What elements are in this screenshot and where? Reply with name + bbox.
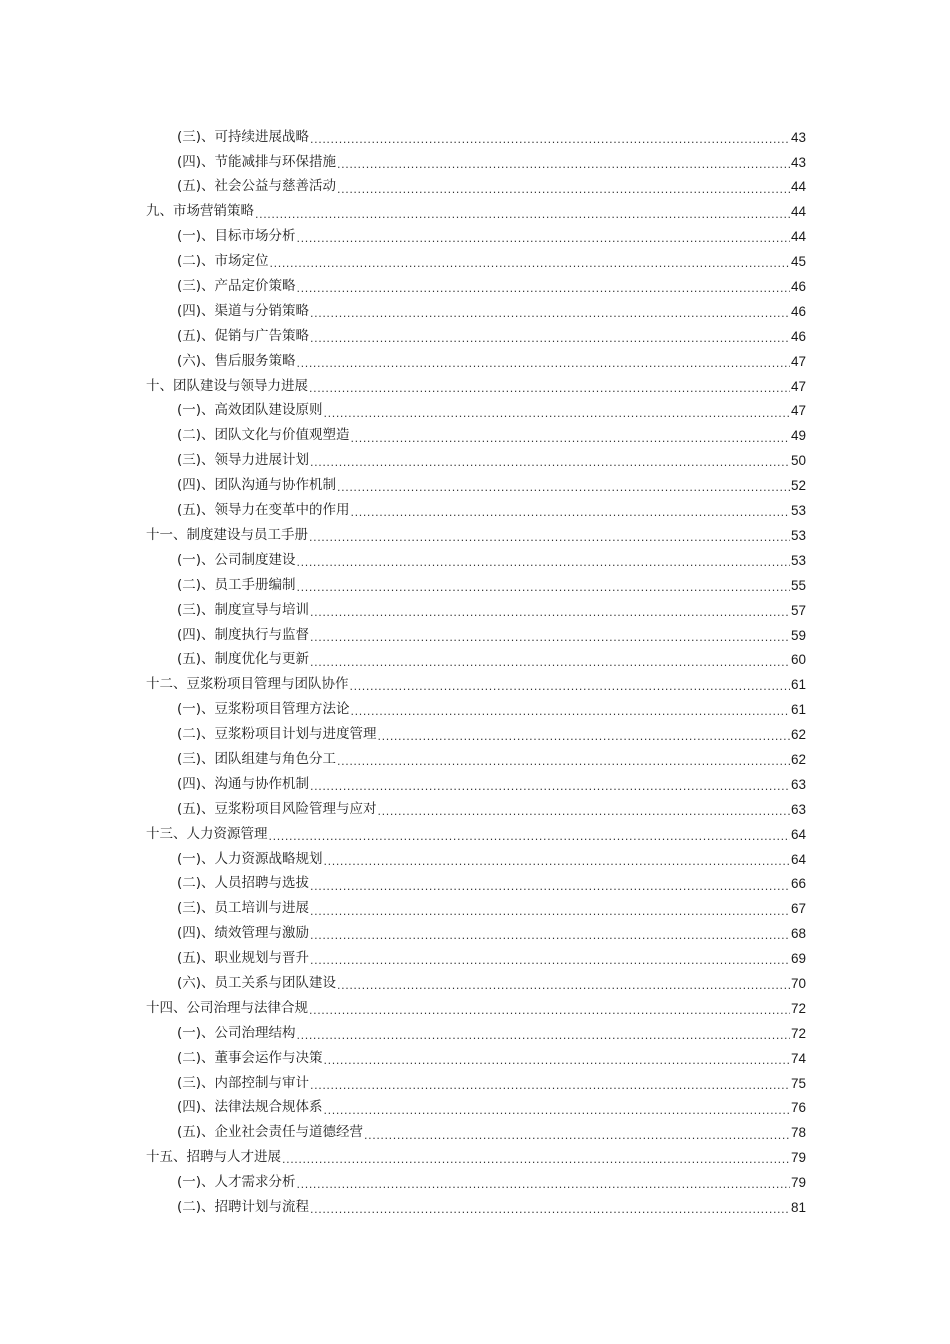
toc-dot-leader bbox=[310, 955, 790, 971]
toc-section-entry[interactable] bbox=[146, 424, 806, 449]
toc-dot-leader bbox=[310, 906, 790, 922]
toc-dot-leader bbox=[297, 233, 790, 249]
toc-chapter-entry[interactable] bbox=[146, 996, 806, 1021]
toc-entry-title: (二)、市场定位 bbox=[177, 253, 269, 270]
toc-page-number: 47 bbox=[790, 403, 806, 419]
toc-page-number: 44 bbox=[790, 179, 806, 195]
toc-section-entry[interactable] bbox=[146, 225, 806, 250]
toc-page-number: 53 bbox=[790, 503, 806, 519]
toc-page-number: 79 bbox=[790, 1175, 806, 1191]
toc-dot-leader bbox=[337, 482, 790, 498]
toc-dot-leader bbox=[310, 607, 790, 623]
toc-section-entry[interactable] bbox=[146, 349, 806, 374]
toc-page-number: 75 bbox=[790, 1075, 806, 1091]
toc-entry-title: (一)、人力资源战略规划 bbox=[177, 850, 323, 867]
toc-dot-leader bbox=[297, 283, 790, 299]
toc-dot-leader bbox=[282, 1154, 790, 1170]
toc-section-entry[interactable] bbox=[146, 922, 806, 947]
toc-entry-title: (四)、渠道与分销策略 bbox=[177, 302, 310, 319]
toc-section-entry[interactable] bbox=[146, 1170, 806, 1195]
toc-dot-leader bbox=[310, 632, 790, 648]
toc-chapter-entry[interactable] bbox=[146, 523, 806, 548]
toc-section-entry[interactable] bbox=[146, 274, 806, 299]
toc-section-entry[interactable] bbox=[146, 498, 806, 523]
toc-dot-leader bbox=[310, 308, 790, 324]
toc-dot-leader bbox=[324, 1105, 790, 1121]
toc-section-entry[interactable] bbox=[146, 1071, 806, 1096]
toc-dot-leader bbox=[324, 856, 790, 872]
toc-entry-title: (二)、员工手册编制 bbox=[177, 576, 296, 593]
toc-dot-leader bbox=[297, 358, 790, 374]
toc-page-number: 64 bbox=[790, 851, 806, 867]
toc-chapter-entry[interactable] bbox=[146, 673, 806, 698]
toc-entry-title: (三)、员工培训与进展 bbox=[177, 900, 310, 917]
toc-page-number: 45 bbox=[790, 254, 806, 270]
toc-entry-title: (四)、沟通与协作机制 bbox=[177, 775, 310, 792]
toc-page-number: 63 bbox=[790, 801, 806, 817]
toc-entry-title: (一)、高效团队建设原则 bbox=[177, 402, 323, 419]
toc-dot-leader bbox=[364, 1130, 790, 1146]
toc-page-number: 44 bbox=[790, 204, 806, 220]
toc-page-number: 49 bbox=[790, 428, 806, 444]
toc-page-number: 81 bbox=[790, 1199, 806, 1215]
toc-section-entry[interactable] bbox=[146, 449, 806, 474]
toc-section-entry[interactable] bbox=[146, 1096, 806, 1121]
toc-entry-title: 十、团队建设与领导力进展 bbox=[146, 377, 308, 394]
toc-entry-title: (五)、领导力在变革中的作用 bbox=[177, 502, 350, 519]
toc-entry-title: (六)、员工关系与团队建设 bbox=[177, 974, 337, 991]
toc-dot-leader bbox=[378, 731, 790, 747]
toc-dot-leader bbox=[297, 1030, 790, 1046]
toc-page-number: 69 bbox=[790, 951, 806, 967]
toc-entry-title: 十四、公司治理与法律合规 bbox=[146, 999, 308, 1016]
toc-entry-title: (三)、可持续进展战略 bbox=[177, 128, 310, 145]
toc-section-entry[interactable] bbox=[146, 897, 806, 922]
toc-section-entry[interactable] bbox=[146, 697, 806, 722]
toc-page-number: 47 bbox=[790, 353, 806, 369]
toc-dot-leader bbox=[310, 457, 790, 473]
toc-page-number: 53 bbox=[790, 527, 806, 543]
toc-entry-title: (二)、招聘计划与流程 bbox=[177, 1198, 310, 1215]
toc-entry-title: 十五、招聘与人才进展 bbox=[146, 1149, 281, 1166]
toc-entry-title: 十三、人力资源管理 bbox=[146, 825, 268, 842]
toc-entry-title: 十一、制度建设与员工手册 bbox=[146, 526, 308, 543]
toc-dot-leader bbox=[350, 681, 790, 697]
toc-page-number: 55 bbox=[790, 577, 806, 593]
toc-dot-leader bbox=[378, 806, 790, 822]
toc-entry-title: (三)、团队组建与角色分工 bbox=[177, 750, 337, 767]
toc-section-entry[interactable] bbox=[146, 598, 806, 623]
toc-entry-title: (四)、法律法规合规体系 bbox=[177, 1099, 323, 1116]
toc-section-entry[interactable] bbox=[146, 324, 806, 349]
toc-dot-leader bbox=[310, 657, 790, 673]
toc-dot-leader bbox=[255, 209, 790, 225]
toc-page-number: 72 bbox=[790, 1025, 806, 1041]
toc-section-entry[interactable] bbox=[146, 175, 806, 200]
toc-entry-title: (五)、企业社会责任与道德经营 bbox=[177, 1124, 364, 1141]
toc-section-entry[interactable] bbox=[146, 946, 806, 971]
toc-entry-title: 十二、豆浆粉项目管理与团队协作 bbox=[146, 676, 349, 693]
toc-entry-title: (四)、制度执行与监督 bbox=[177, 626, 310, 643]
toc-section-entry[interactable] bbox=[146, 1195, 806, 1220]
toc-page-number: 72 bbox=[790, 1000, 806, 1016]
toc-section-entry[interactable] bbox=[146, 299, 806, 324]
toc-dot-leader bbox=[297, 1179, 790, 1195]
toc-section-entry[interactable] bbox=[146, 872, 806, 897]
toc-section-entry[interactable] bbox=[146, 747, 806, 772]
toc-dot-leader bbox=[324, 1055, 790, 1071]
toc-entry-title: (五)、促销与广告策略 bbox=[177, 327, 310, 344]
toc-entry-title: (二)、人员招聘与选拔 bbox=[177, 875, 310, 892]
toc-section-entry[interactable] bbox=[146, 125, 806, 150]
toc-entry-title: (四)、节能减排与环保措施 bbox=[177, 153, 337, 170]
toc-dot-leader bbox=[310, 1080, 790, 1096]
toc-entry-title: 九、市场营销策略 bbox=[146, 203, 254, 220]
toc-dot-leader bbox=[351, 433, 790, 449]
toc-dot-leader bbox=[269, 831, 790, 847]
toc-dot-leader bbox=[270, 258, 790, 274]
toc-page-number: 53 bbox=[790, 552, 806, 568]
toc-page-number: 64 bbox=[790, 826, 806, 842]
toc-page-number: 66 bbox=[790, 876, 806, 892]
toc-entry-title: (一)、公司制度建设 bbox=[177, 551, 296, 568]
toc-section-entry[interactable] bbox=[146, 1021, 806, 1046]
toc-page-number: 57 bbox=[790, 602, 806, 618]
toc-page-number: 68 bbox=[790, 926, 806, 942]
toc-dot-leader bbox=[297, 557, 790, 573]
toc-section-entry[interactable] bbox=[146, 249, 806, 274]
toc-entry-title: (一)、人才需求分析 bbox=[177, 1174, 296, 1191]
toc-entry-title: (三)、产品定价策略 bbox=[177, 278, 296, 295]
toc-section-entry[interactable] bbox=[146, 399, 806, 424]
toc-page-number: 46 bbox=[790, 279, 806, 295]
toc-page-number: 59 bbox=[790, 627, 806, 643]
toc-section-entry[interactable] bbox=[146, 1046, 806, 1071]
toc-page-number: 61 bbox=[790, 677, 806, 693]
toc-page-number: 70 bbox=[790, 975, 806, 991]
toc-page-number: 43 bbox=[790, 129, 806, 145]
toc-section-entry[interactable] bbox=[146, 772, 806, 797]
toc-entry-title: (五)、社会公益与慈善活动 bbox=[177, 178, 337, 195]
toc-page-number: 61 bbox=[790, 702, 806, 718]
toc-page-number: 78 bbox=[790, 1125, 806, 1141]
toc-entry-title: (一)、豆浆粉项目管理方法论 bbox=[177, 701, 350, 718]
toc-section-entry[interactable] bbox=[146, 548, 806, 573]
toc-dot-leader bbox=[337, 756, 790, 772]
toc-dot-leader bbox=[310, 881, 790, 897]
toc-entry-title: (一)、公司治理结构 bbox=[177, 1024, 296, 1041]
toc-section-entry[interactable] bbox=[146, 150, 806, 175]
toc-entry-title: (四)、绩效管理与激励 bbox=[177, 925, 310, 942]
toc-section-entry[interactable] bbox=[146, 648, 806, 673]
toc-section-entry[interactable] bbox=[146, 847, 806, 872]
toc-entry-title: (二)、董事会运作与决策 bbox=[177, 1049, 323, 1066]
toc-entry-title: (二)、团队文化与价值观塑造 bbox=[177, 427, 350, 444]
toc-dot-leader bbox=[310, 1204, 790, 1220]
toc-page-number: 47 bbox=[790, 378, 806, 394]
toc-dot-leader bbox=[337, 980, 790, 996]
toc-page-number: 62 bbox=[790, 751, 806, 767]
toc-section-entry[interactable] bbox=[146, 573, 806, 598]
toc-dot-leader bbox=[324, 408, 790, 424]
toc-dot-leader bbox=[310, 333, 790, 349]
toc-chapter-entry[interactable] bbox=[146, 200, 806, 225]
toc-page-number: 67 bbox=[790, 901, 806, 917]
toc-section-entry[interactable] bbox=[146, 722, 806, 747]
toc-entry-title: (三)、内部控制与审计 bbox=[177, 1074, 310, 1091]
toc-page-number: 79 bbox=[790, 1150, 806, 1166]
toc-dot-leader bbox=[297, 582, 790, 598]
toc-page-number: 44 bbox=[790, 229, 806, 245]
toc-dot-leader bbox=[309, 532, 790, 548]
toc-page-number: 46 bbox=[790, 303, 806, 319]
toc-section-entry[interactable] bbox=[146, 797, 806, 822]
toc-entry-title: (三)、领导力进展计划 bbox=[177, 452, 310, 469]
toc-entry-title: (五)、制度优化与更新 bbox=[177, 651, 310, 668]
table-of-contents bbox=[146, 125, 806, 1220]
toc-page-number: 74 bbox=[790, 1050, 806, 1066]
toc-page-number: 43 bbox=[790, 154, 806, 170]
toc-page-number: 62 bbox=[790, 727, 806, 743]
toc-dot-leader bbox=[351, 507, 790, 523]
toc-dot-leader bbox=[351, 706, 790, 722]
toc-section-entry[interactable] bbox=[146, 1121, 806, 1146]
toc-page-number: 52 bbox=[790, 478, 806, 494]
toc-page-number: 63 bbox=[790, 776, 806, 792]
toc-chapter-entry[interactable] bbox=[146, 374, 806, 399]
toc-section-entry[interactable] bbox=[146, 971, 806, 996]
toc-page-number: 46 bbox=[790, 328, 806, 344]
toc-section-entry[interactable] bbox=[146, 623, 806, 648]
toc-dot-leader bbox=[310, 930, 790, 946]
toc-dot-leader bbox=[310, 781, 790, 797]
toc-dot-leader bbox=[309, 1005, 790, 1021]
toc-chapter-entry[interactable] bbox=[146, 1146, 806, 1171]
toc-entry-title: (四)、团队沟通与协作机制 bbox=[177, 477, 337, 494]
toc-dot-leader bbox=[310, 134, 790, 150]
toc-entry-title: (二)、豆浆粉项目计划与进度管理 bbox=[177, 726, 377, 743]
toc-dot-leader bbox=[309, 383, 790, 399]
toc-chapter-entry[interactable] bbox=[146, 822, 806, 847]
toc-entry-title: (五)、职业规划与晋升 bbox=[177, 950, 310, 967]
toc-page-number: 76 bbox=[790, 1100, 806, 1116]
toc-entry-title: (三)、制度宣导与培训 bbox=[177, 601, 310, 618]
toc-entry-title: (六)、售后服务策略 bbox=[177, 352, 296, 369]
toc-dot-leader bbox=[337, 159, 790, 175]
toc-section-entry[interactable] bbox=[146, 473, 806, 498]
toc-entry-title: (一)、目标市场分析 bbox=[177, 228, 296, 245]
toc-entry-title: (五)、豆浆粉项目风险管理与应对 bbox=[177, 800, 377, 817]
toc-dot-leader bbox=[337, 184, 790, 200]
toc-page-number: 50 bbox=[790, 453, 806, 469]
toc-page-number: 60 bbox=[790, 652, 806, 668]
